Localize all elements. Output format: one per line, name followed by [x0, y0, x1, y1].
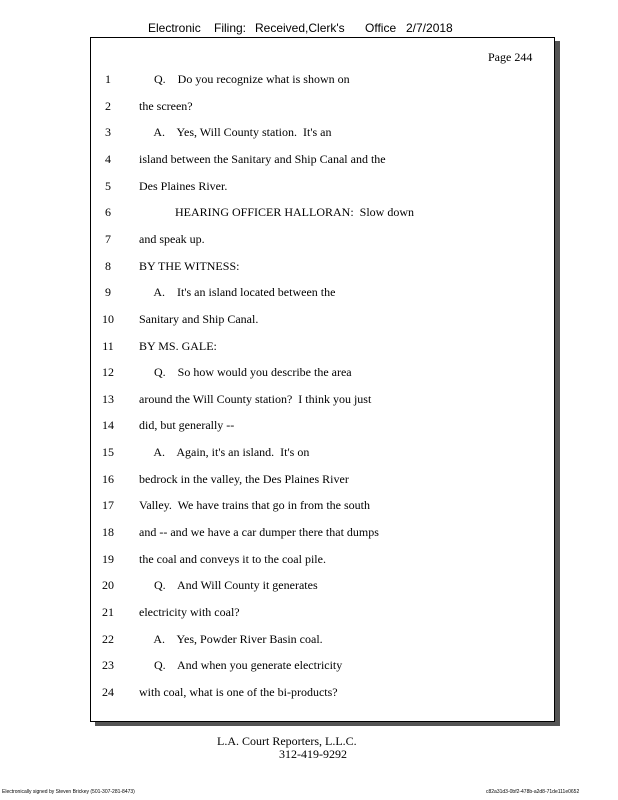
- line-text: around the Will County station? I think you just: [139, 391, 372, 406]
- line-number: 15: [102, 445, 114, 460]
- line-number: 21: [102, 605, 114, 619]
- page-number: Page 244: [488, 50, 533, 64]
- line-number: 22: [102, 631, 114, 646]
- line-text: BY MS. GALE:: [139, 338, 217, 353]
- line-number: 20: [102, 578, 114, 593]
- line-text: Sanitary and Ship Canal.: [139, 311, 259, 326]
- line-text: HEARING OFFICER HALLORAN: Slow down: [139, 205, 415, 220]
- line-number: 5: [105, 178, 111, 193]
- court-reporter-phone: 312-419-9292: [279, 747, 347, 761]
- filing-stamp-part: Received,Clerk's: [255, 21, 345, 35]
- line-text: and speak up.: [139, 231, 205, 246]
- line-text: island between the Sanitary and Ship Canal and the: [139, 151, 386, 166]
- line-number: 10: [102, 311, 114, 326]
- document-hash: c82a31d3-0bf2-478b-a2d8-71de111e0652: [486, 789, 580, 795]
- line-number: 13: [102, 391, 114, 406]
- line-text: A. It's an island located between the: [139, 285, 336, 300]
- line-number: 1: [105, 72, 111, 86]
- line-number: 17: [102, 498, 114, 513]
- line-text: did, but generally --: [139, 418, 235, 433]
- filing-stamp-part: Electronic: [148, 21, 201, 35]
- line-number: 2: [105, 98, 111, 113]
- line-text: with coal, what is one of the bi-products?: [139, 684, 338, 699]
- line-text: BY THE WITNESS:: [139, 258, 240, 273]
- line-text: the coal and conveys it to the coal pile.: [139, 551, 326, 566]
- line-number: 12: [102, 365, 114, 380]
- electronic-signature: Electronically signed by Steven Brickey (501-307-281-8473): [2, 789, 135, 795]
- line-text: electricity with coal?: [139, 605, 240, 619]
- line-number: 7: [105, 231, 111, 246]
- line-number: 19: [102, 551, 114, 566]
- line-text: Valley. We have trains that go in from the south: [139, 498, 370, 513]
- line-text: Q. And Will County it generates: [139, 578, 318, 593]
- line-text: A. Again, it's an island. It's on: [139, 445, 310, 460]
- line-text: Q. So how would you describe the area: [139, 365, 352, 380]
- line-number: 4: [105, 151, 111, 166]
- line-number: 16: [102, 471, 114, 486]
- line-text: and -- and we have a car dumper there that dumps: [139, 525, 379, 540]
- filing-stamp-part: Office: [365, 21, 397, 35]
- line-number: 14: [102, 418, 114, 433]
- line-text: the screen?: [139, 98, 193, 113]
- line-text: Q. Do you recognize what is shown on: [139, 72, 350, 86]
- filing-stamp-date: 2/7/2018: [406, 21, 453, 35]
- line-text: bedrock in the valley, the Des Plaines River: [139, 471, 349, 486]
- line-number: 11: [102, 338, 114, 353]
- court-reporter-name: L.A. Court Reporters, L.L.C.: [217, 734, 357, 748]
- line-number: 24: [102, 684, 114, 699]
- line-text: Q. And when you generate electricity: [139, 658, 343, 673]
- line-text: A. Yes, Powder River Basin coal.: [139, 631, 323, 646]
- line-number: 23: [102, 658, 114, 673]
- line-number: 9: [105, 285, 111, 300]
- line-number: 8: [105, 258, 111, 273]
- filing-stamp-header: [148, 21, 453, 35]
- line-text: Des Plaines River.: [139, 178, 228, 193]
- filing-stamp-part: Filing:: [214, 21, 247, 35]
- line-number: 18: [102, 525, 114, 540]
- line-number: 6: [105, 205, 111, 220]
- line-text: A. Yes, Will County station. It's an: [139, 125, 332, 140]
- line-number: 3: [105, 125, 111, 140]
